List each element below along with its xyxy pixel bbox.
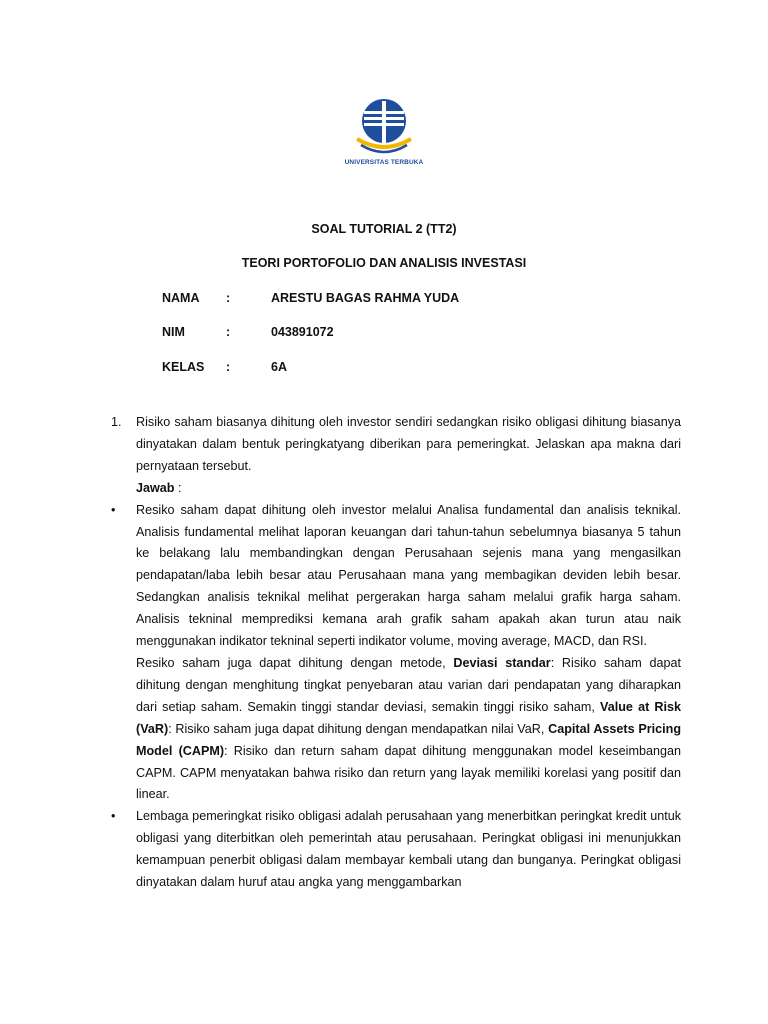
term-capm: Capital Assets Pricing Model (CAPM) bbox=[136, 721, 682, 758]
paragraph-intro: Resiko saham juga dapat dihitung dengan metode, bbox=[136, 655, 454, 670]
info-separator: : bbox=[226, 291, 231, 305]
info-value: ARESTU BAGAS RAHMA YUDA bbox=[271, 291, 460, 305]
term-value-at-risk: Value at Risk (VaR) bbox=[136, 699, 682, 736]
info-separator: : bbox=[226, 360, 231, 374]
info-value: 6A bbox=[271, 360, 287, 374]
info-label: KELAS bbox=[162, 360, 205, 374]
document-body bbox=[111, 412, 681, 894]
question-number: 1. bbox=[111, 415, 122, 429]
term-description: : Risiko dan return saham dapat dihitung menggunakan model keseimbangan CAPM. CAPM menyatakan bahwa risiko dan return yang layak memiliki korelasi yang positif dan linear. bbox=[136, 743, 681, 802]
document-subtitle: TEORI PORTOFOLIO DAN ANALISIS INVESTASI bbox=[241, 256, 527, 270]
list-item bbox=[111, 500, 681, 807]
paragraph: Lembaga pemeringkat risiko obligasi adalah perusahaan yang menerbitkan peringkat kredit untuk obligasi yang diterbitkan oleh pemerintah atau perusahaan. Peringkat obligasi ini menunjukkan kemampuan penerbit obligasi dalam membayar kembali utang dan bunganya. Peringkat obligasi dinyatakan dalam huruf atau angka yang menggambarkan bbox=[136, 809, 681, 890]
question-item bbox=[111, 412, 681, 500]
info-label: NIM bbox=[162, 325, 185, 339]
info-value: 043891072 bbox=[271, 325, 334, 339]
list-item bbox=[111, 806, 681, 894]
question-text: Risiko saham biasanya dihitung oleh investor sendiri sedangkan risiko obligasi dihitung biasanya dinyatakan dalam bentuk peringkatyang diberikan para pemeringkat. Jelaskan apa makna dari pernyataan tersebut. bbox=[136, 415, 681, 473]
paragraph bbox=[136, 653, 681, 806]
answer-label: Jawab bbox=[136, 480, 175, 495]
info-separator: : bbox=[226, 325, 231, 339]
answer-colon: : bbox=[174, 480, 182, 495]
term-deviasi-standar: Deviasi standar bbox=[453, 655, 551, 670]
logo-caption: UNIVERSITAS TERBUKA bbox=[344, 159, 424, 166]
university-logo bbox=[339, 93, 429, 173]
answer-heading bbox=[136, 478, 681, 500]
document-title: SOAL TUTORIAL 2 (TT2) bbox=[311, 222, 457, 236]
info-label: NAMA bbox=[162, 291, 200, 305]
university-emblem-icon bbox=[339, 93, 429, 157]
paragraph: Resiko saham dapat dihitung oleh investor melalui Analisa fundamental dan analisis teknikal. Analisis fundamental melihat laporan keuangan dari tahun-tahun sebelumnya biasanya 5 tahun ke belakang lalu membandingkan dengan Perusahaan sejenis mana yang mengasilkan pendapatan/laba lebih besar atau Perusahaan mana yang membagikan deviden lebih besar. Sedangkan analisis teknikal melihat pergerakan harga saham melalui grafik harga saham. Analisis tekninal memprediksi kemana arah grafik saham apakah akan turun atau naik menggunakan indikator tekninal seperti indikator volume, moving average, MACD, dan RSI. bbox=[136, 502, 681, 649]
bullet-icon: • bbox=[111, 809, 116, 824]
bullet-icon: • bbox=[111, 502, 116, 517]
term-description: : Risiko saham dapat dihitung dengan menghitung tingkat penyebaran atau varian dari pendapatan yang diharapkan dari setiap saham. Semakin tinggi standar deviasi, semakin tinggi risiko saham, bbox=[136, 655, 681, 714]
term-description: : Risiko saham juga dapat dihitung dengan mendapatkan nilai VaR, bbox=[168, 721, 545, 736]
